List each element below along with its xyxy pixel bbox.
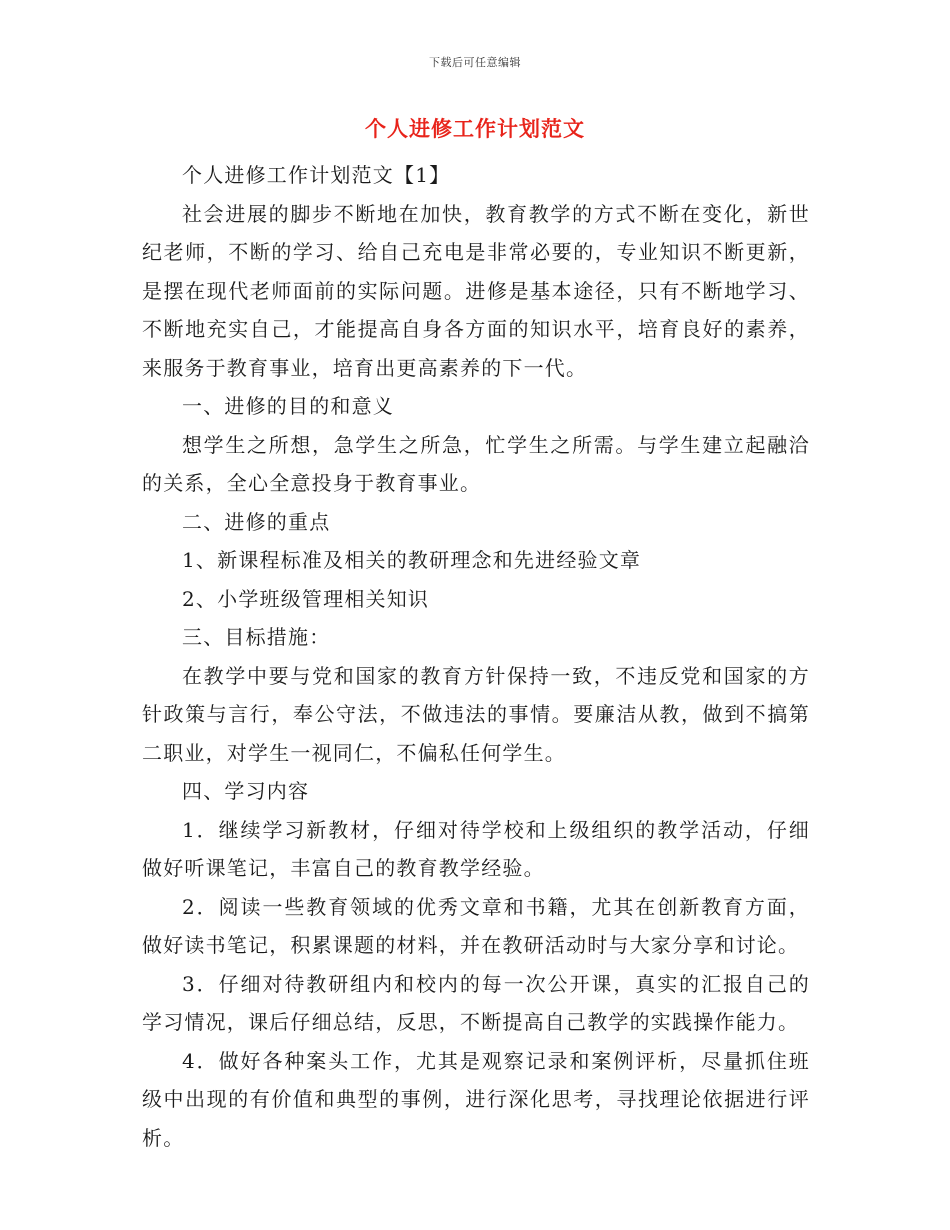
heading-content: 四、学习内容	[182, 779, 310, 803]
list-item-focus-1: 1、新课程标准及相关的教研理念和先进经验文章	[182, 548, 642, 572]
list-item-focus-2: 2、小学班级管理相关知识	[182, 586, 430, 611]
heading-measures: 三、目标措施：	[182, 625, 331, 649]
list-item-content-3: 3．仔细对待教研组内和校内的每一次公开课，真实的汇报自己的学习情况，课后仔细总结，反思，不断提高自己教学的实践操作能力。	[142, 971, 810, 1034]
paragraph-intro: 社会进展的脚步不断地在加快，教育教学的方式不断在变化，新世纪老师，不断的学习、给自己充电是非常必要的，专业知识不断更新，是摆在现代老师面前的实际问题。进修是基本途径，只有不断地学习、不断地充实自己，才能提高自身各方面的知识水平，培育良好的素养，来服务于教育事业，培育出更高素养的下一代。	[142, 201, 810, 380]
paragraph-measures: 在教学中要与党和国家的教育方针保持一致，不违反党和国家的方针政策与言行，奉公守法，不做违法的事情。要廉洁从教，做到不搞第二职业，对学生一视同仁，不偏私任何学生。	[142, 663, 810, 765]
heading-focus: 二、进修的重点	[182, 509, 331, 534]
header-note: 下载后可任意编辑	[429, 56, 521, 69]
heading-purpose: 一、进修的目的和意义	[182, 394, 394, 418]
paragraph-purpose: 想学生之所想，急学生之所急，忙学生之所需。与学生建立起融洽的关系，全心全意投身于教育事业。	[142, 432, 810, 495]
list-item-content-4: 4．做好各种案头工作，尤其是观察记录和案例评析，尽量抓住班级中出现的有价值和典型的事例，进行深化思考，寻找理论依据进行评析。	[142, 1048, 810, 1150]
list-item-content-1: 1．继续学习新教材，仔细对待学校和上级组织的教学活动，仔细做好听课笔记，丰富自己的教育教学经验。	[142, 817, 810, 880]
paragraph-section-heading: 个人进修工作计划范文【1】	[182, 163, 451, 187]
list-item-content-2: 2．阅读一些教育领域的优秀文章和书籍，尤其在创新教育方面，做好读书笔记，积累课题的材料，并在教研活动时与大家分享和讨论。	[142, 894, 810, 957]
document-body	[142, 156, 810, 1157]
document-title: 个人进修工作计划范文	[365, 117, 585, 141]
